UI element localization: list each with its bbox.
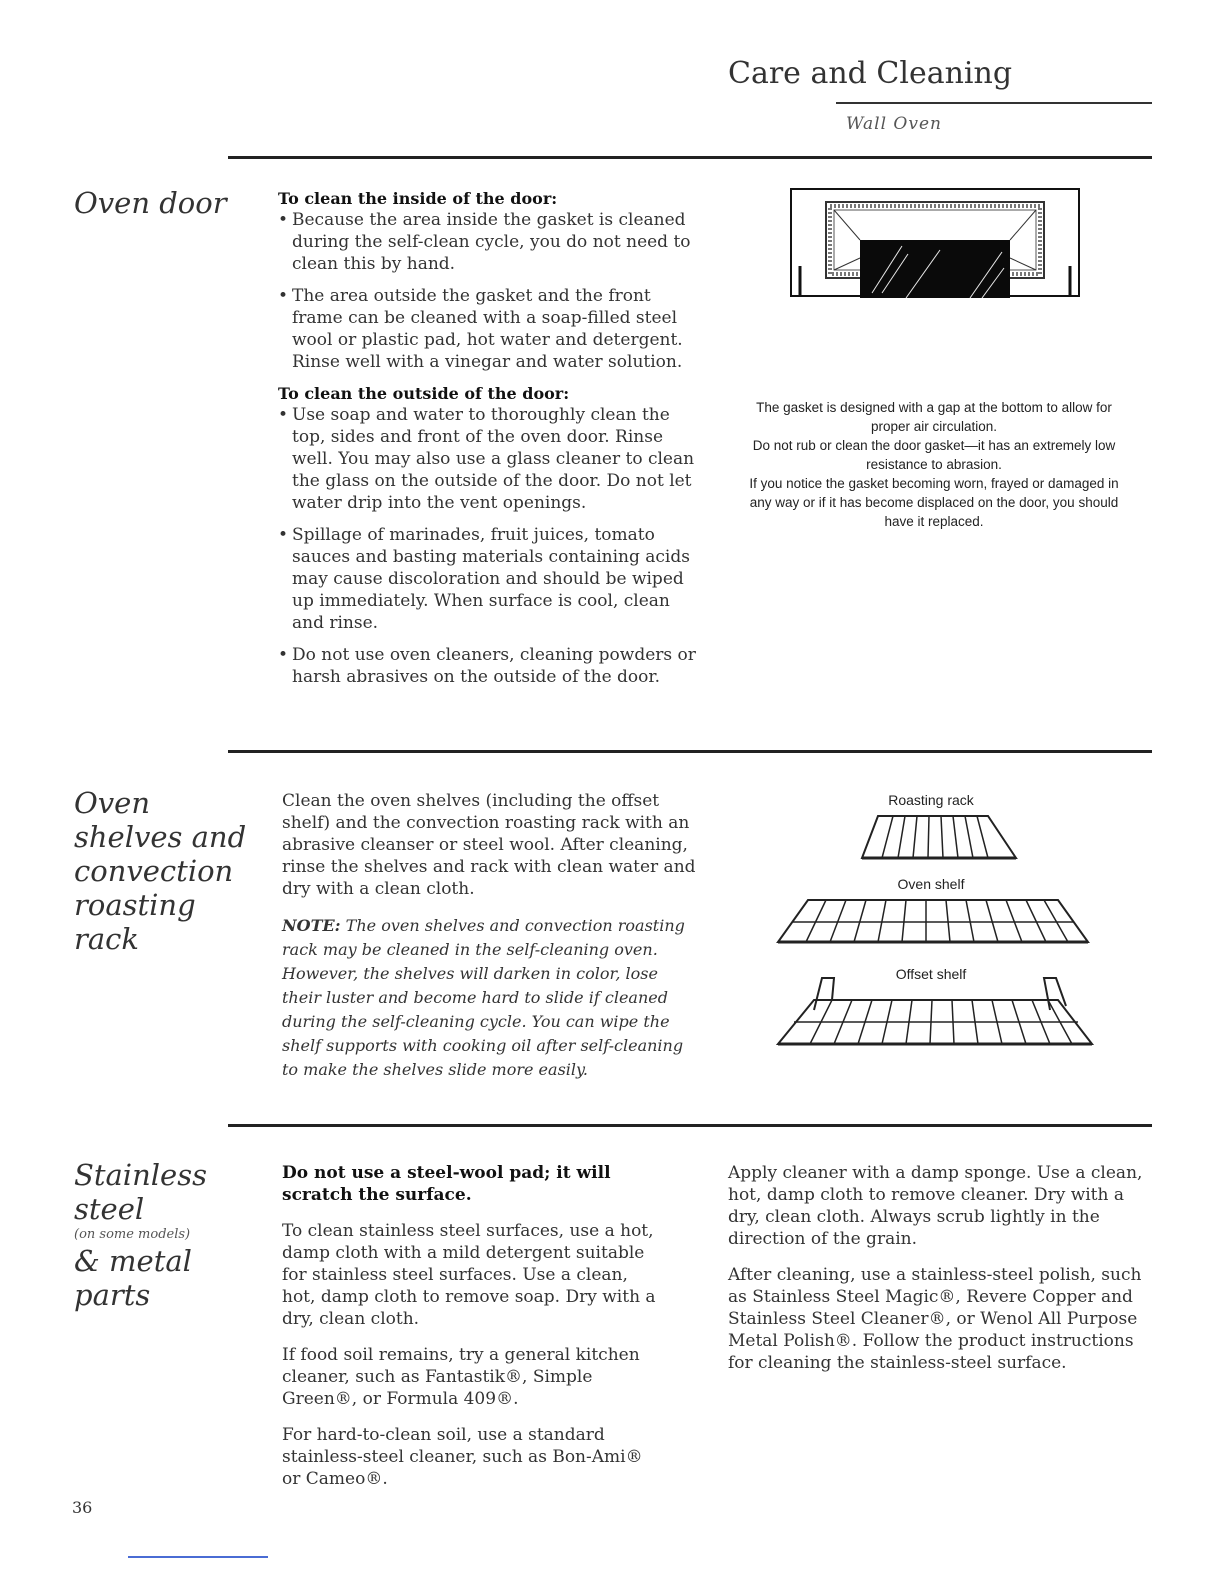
outside-door-heading: To clean the outside of the door: xyxy=(278,384,570,403)
list-item: • Because the area inside the gasket is cleaned during the self-clean cycle, you do not need to clean this by hand. xyxy=(278,209,698,275)
paragraph: To clean stainless steel surfaces, use a hot, damp cloth with a mild detergent suitable for stainless steel surfaces. Use a clean, hot, damp cloth to remove soap. Dry with a dry, clean cloth. xyxy=(282,1221,656,1329)
paragraph: After cleaning, use a stainless-steel polish, such as Stainless Steel Magic®, Revere Copper and Stainless Steel Cleaner®, or Wenol All Purpose Metal Polish®. Follow the product instructions for cleaning the stainless-steel surface. xyxy=(728,1265,1142,1373)
caption-line: The gasket is designed with a gap at the bottom to allow for proper air circulation. xyxy=(756,400,1112,434)
section-title-oven-door: Oven door xyxy=(74,186,227,220)
inside-door-bullets xyxy=(278,209,698,373)
title-line: roasting xyxy=(74,888,196,922)
note-text: The oven shelves and convection roasting rack may be cleaned in the self-cleaning oven. However, the shelves will darken in color, lose their luster and become hard to slide if cleaned during the self-cleaning cycle. You can wipe the shelf supports with cooking oil after self-cleaning to make the shelves slide more easily. xyxy=(282,916,685,1079)
stainless-col-1 xyxy=(282,1162,658,1504)
gasket-caption xyxy=(746,398,1122,531)
title-line: Oven xyxy=(74,786,150,820)
note-label: NOTE: xyxy=(282,916,341,935)
section-title-shelves xyxy=(74,786,246,956)
shelves-body: Clean the oven shelves (including the offset shelf) and the convection roasting rack with an abrasive cleanser or steel wool. After cleaning, rinse the shelves and rack with clean water and dry with a clean cloth. xyxy=(282,791,696,899)
section-title-stainless xyxy=(74,1158,264,1312)
header-rule xyxy=(836,102,1152,104)
shelves-note xyxy=(282,914,702,1082)
inside-door-heading: To clean the inside of the door: xyxy=(278,189,558,208)
paragraph: If food soil remains, try a general kitchen cleaner, such as Fantastik®, Simple Green®, or Formula 409®. xyxy=(282,1345,640,1409)
stainless-title-2: & metal parts xyxy=(74,1244,192,1312)
roasting-rack-label: Roasting rack xyxy=(888,792,974,808)
page-number: 36 xyxy=(72,1498,93,1517)
list-item: • Do not use oven cleaners, cleaning powders or harsh abrasives on the outside of the door. xyxy=(278,644,698,688)
section-divider-oven-door xyxy=(228,156,1152,159)
stainless-warning: Do not use a steel-wool pad; it will scratch the surface. xyxy=(282,1163,611,1205)
title-line: convection xyxy=(74,854,234,888)
oven-door-text xyxy=(278,188,698,698)
oven-door-gasket-illustration xyxy=(790,188,1080,298)
section-divider-stainless xyxy=(228,1124,1152,1127)
oven-shelf-illustration xyxy=(774,898,1092,946)
list-item: • The area outside the gasket and the front frame can be cleaned with a soap-filled steel wool or plastic pad, hot water and detergent. Rinse well with a vinegar and water solution. xyxy=(278,285,698,373)
caption-line: Do not rub or clean the door gasket—it has an extremely low resistance to abrasion. xyxy=(752,438,1116,472)
caption-line: If you notice the gasket becoming worn, frayed or damaged in any way or if it has become displaced on the door, you should have it replaced. xyxy=(749,476,1119,529)
outside-door-bullets xyxy=(278,404,698,688)
paragraph: Apply cleaner with a damp sponge. Use a clean, hot, damp cloth to remove cleaner. Dry with a dry, clean cloth. Always scrub lightly in the direction of the grain. xyxy=(728,1163,1143,1249)
paragraph: For hard-to-clean soil, use a standard stainless-steel cleaner, such as Bon-Ami® or Cameo®. xyxy=(282,1425,643,1489)
list-item: • Spillage of marinades, fruit juices, tomato sauces and basting materials containing acids may cause discoloration and should be wiped up immediately. When surface is cool, clean and rinse. xyxy=(278,524,698,634)
stainless-col-2 xyxy=(728,1162,1148,1388)
stainless-subtitle: (on some models) xyxy=(74,1227,191,1242)
offset-shelf-label: Offset shelf xyxy=(895,966,967,982)
page-header-title: Care and Cleaning xyxy=(728,56,1013,91)
shelves-text xyxy=(282,790,702,1082)
stainless-title: Stainless steel xyxy=(74,1158,207,1226)
offset-shelf-illustration xyxy=(774,970,1098,1056)
section-divider-shelves xyxy=(228,750,1152,753)
list-item: • Use soap and water to thoroughly clean the top, sides and front of the oven door. Rinse well. You may also use a glass cleaner to clean the glass on the outside of the door. Do not let water drip into the vent openings. xyxy=(278,404,698,514)
oven-shelf-label: Oven shelf xyxy=(897,876,965,892)
title-line: shelves and xyxy=(74,820,247,854)
page-header-subtitle: Wall Oven xyxy=(846,114,942,134)
roasting-rack-illustration xyxy=(858,814,1020,862)
title-line: rack xyxy=(74,922,139,956)
footer-rule xyxy=(128,1556,268,1558)
